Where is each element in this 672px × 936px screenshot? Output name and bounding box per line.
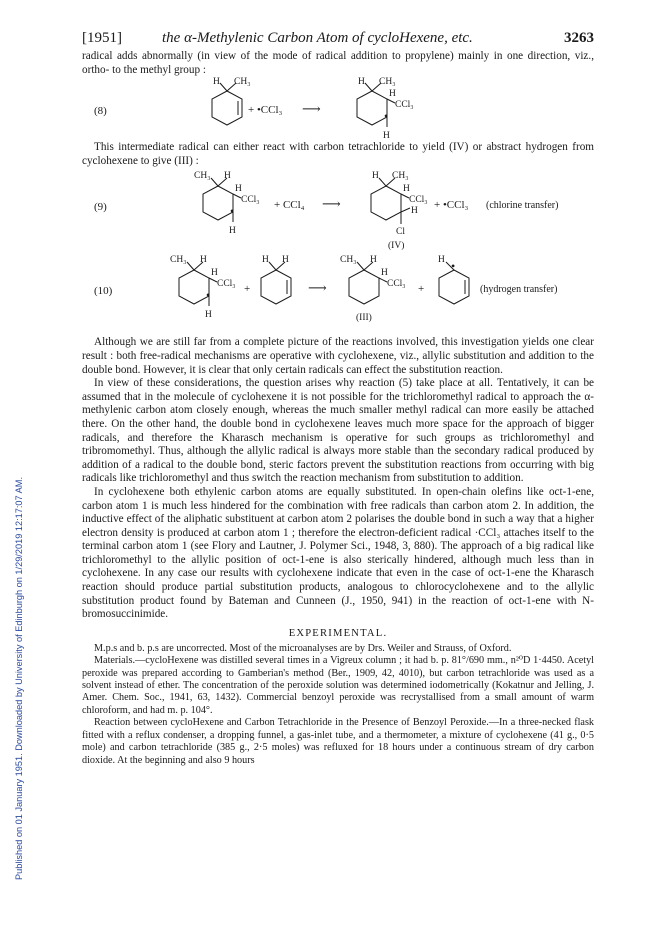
eq10-ccl3-2: CCl₃ — [387, 279, 406, 290]
eq9-plus1: + CCl₄ — [274, 199, 305, 212]
reaction-10 — [82, 252, 594, 336]
journal-page — [82, 30, 594, 767]
eq9-arrow: ⟶ — [322, 196, 341, 212]
eq10-ch3-2: CH₃ — [340, 255, 357, 266]
eq10-label: (III) — [356, 313, 372, 324]
eq10-plus1: + — [244, 283, 251, 296]
eq10-note: (hydrogen transfer) — [480, 284, 558, 296]
eq10-h8: H — [438, 255, 445, 266]
experimental-section — [82, 643, 594, 767]
eq9-dot: • — [230, 204, 235, 219]
eq8-ch3-2: CH₃ — [379, 77, 396, 88]
paragraph-cyclohexene: In cyclohexene both ethylenic carbon atoms are equally substituted. In open-chain olefins like oct-1-ene, carbon atom 1 is much less hindered for the combination with free radicals than carbon atom 2. In addition, the inductive effect of the aliphatic substituent at carbon atom 2 polarises the double bond in such a way that a higher electron density is produced at carbon atom 1 ; therefore the electron-deficient radical ·CCl₃ attaches itself to the terminal carbon atom 1 (see Flory and Lautner, J. Polymer Sci., 1948, 3, 880). The approach of a big radical like trichloromethyl to the allylic position of oct-1-ene is also sterically hindered, although much less than in cyclohexene. In any case our results with cyclohexene indicate that even in the case of oct-1-ene the Kharasch reaction should produce partial substitution products, analogous to chlorocyclohexene and to the allylic substitution product found by Bateman and Cunneen (J., 1950, 941) in the reaction of oct-1-ene with N-bromosuccinimide. — [82, 485, 594, 621]
eq8-ch3-1: CH₃ — [234, 77, 251, 88]
experimental-paragraph-reaction: Reaction between cycloHexene and Carbon Tetrachloride in the Presence of Benzoyl Peroxide.—In a three-necked flask fitted with a reflux condenser, a dropping funnel, a gas-inlet tube, and a thermometer, a mixture of cyclohexene (41 g., 0·5 mole) and carbon tetrachloride (385 g., 2·5 moles) was refluxed for 18 hours under a continuous stream of dry carbon dioxide. At the beginning and also 9 hours — [82, 717, 594, 766]
running-header — [82, 30, 594, 50]
eq10-dot2: • — [451, 259, 456, 274]
eq10-ccl3-1: CCl₃ — [217, 279, 236, 290]
reaction-8-scheme — [82, 77, 594, 141]
page-number: 3263 — [564, 30, 594, 46]
download-watermark — [2, 120, 24, 880]
eq8-radical-dot: • — [384, 109, 389, 124]
eq10-h4: H — [262, 255, 269, 266]
header-year: [1951] — [82, 30, 122, 46]
experimental-paragraph-1: M.p.s and b. p.s are uncorrected. Most of the microanalyses are by Drs. Weiler and Strauss, of Oxford. — [94, 642, 512, 654]
paragraph-after-eq8: This intermediate radical can either react with carbon tetrachloride to yield (IV) or abstract hydrogen from cyclohexene to give (III) : — [82, 141, 594, 167]
cyclohexene-ring-10 — [261, 262, 291, 304]
eq8-ccl3: CCl₃ — [395, 100, 414, 111]
eq10-number: (10) — [94, 285, 113, 298]
eq10-h7: H — [381, 268, 388, 279]
header-title: the α-Methylenic Carbon Atom of cycloHexene, etc. — [162, 30, 473, 46]
eq8-h1: H — [213, 77, 220, 88]
eq9-h2: H — [235, 184, 242, 195]
eq9-label: (IV) — [388, 241, 405, 252]
paragraph-in-view: In view of these considerations, the question arises why reaction (5) take place at all. Tentatively, it can be assumed that in the molecule of cyclohexene it is not possible for the trichloromethyl radical to approach the α-methylenic carbon atom closely enough, whereas the much smaller methyl radical can more easily be attached there. On the other hand, the double bond in cyclohexene leaves much more space for the approach of bigger radicals, and therefore the Kharasch mechanism is operative for such groups as trichloromethyl and tribromomethyl. Thus, although the allylic radical is always more stable than the secondary radical produced by addition of a radical to the double bond, steric factors prevent the substitution reactions from occurring with big radicals like trichloromethyl and thus switch the reaction mechanism from substitution to addition. — [82, 377, 594, 485]
eq8-h3: H — [389, 89, 396, 100]
eq9-ch3-1: CH₃ — [194, 171, 211, 182]
eq10-h2: H — [211, 268, 218, 279]
eq10-dot1: • — [206, 288, 211, 303]
eq10-h1: H — [200, 255, 207, 266]
eq8-number: (8) — [94, 105, 107, 118]
eq8-arrow: ⟶ — [302, 101, 321, 117]
eq9-number: (9) — [94, 201, 107, 214]
eq9-h3: H — [229, 226, 236, 237]
eq9-h1: H — [224, 171, 231, 182]
eq10-plus2: + — [418, 283, 425, 296]
eq10-h5: H — [282, 255, 289, 266]
download-watermark-text: Published on 01 January 1951. Downloaded by University of Edinburgh on 1/29/2019 12:17:07 AM. — [14, 477, 24, 880]
eq9-ccl3-2: CCl₃ — [409, 195, 428, 206]
reaction-8 — [82, 77, 594, 141]
reaction-10-scheme — [82, 252, 594, 336]
eq8-h4: H — [383, 131, 390, 142]
methylcyclohexene-ring — [212, 83, 242, 125]
reaction-9 — [82, 168, 594, 252]
eq9-cl: Cl — [396, 227, 405, 238]
eq8-plus: + •CCl₃ — [248, 104, 283, 117]
eq8-h2: H — [358, 77, 365, 88]
eq10-ch3-1: CH₃ — [170, 255, 187, 266]
reaction-9-scheme — [82, 168, 594, 252]
eq9-ccl3-1: CCl₃ — [241, 195, 260, 206]
paragraph-although: Although we are still far from a complete picture of the reactions involved, this investigation yields one clear result : both free-radical mechanisms are operative with cyclohexene, viz., allylic substitution and addition to the double bond. However, it is clear that only certain radicals can effect the substitution reaction. — [82, 336, 594, 376]
eq9-note: (chlorine transfer) — [486, 200, 559, 212]
eq10-h3: H — [205, 310, 212, 321]
experimental-paragraph-materials: Materials.—cycloHexene was distilled several times in a Vigreux column ; it had b. p. 81°/690 mm., n²⁰D 1·4450. Acetyl peroxide was prepared according to Gamberian's method (Ber., 1909, 42, 4010), but carbon tetrachloride was used as a solvent instead of ether. The concentration of the peroxide solution was determined iodometrically (Kokatnur and Jelling, J. Amer. Chem. Soc., 1941, 63, 1432). Commercial benzoyl peroxide was recrystallised from a small amount of warm chloroform, and had m. p. 104°. — [82, 655, 594, 716]
eq9-plus2: + •CCl₃ — [434, 199, 469, 212]
eq9-ch3-2: CH₃ — [392, 171, 409, 182]
experimental-heading: EXPERIMENTAL. — [288, 627, 388, 639]
eq9-h4: H — [372, 171, 379, 182]
eq9-h5: H — [403, 184, 410, 195]
eq10-h6: H — [370, 255, 377, 266]
paragraph-intro: radical adds abnormally (in view of the mode of radical addition to propylene) mainly in one direction, viz., ortho- to the methyl group : — [82, 50, 594, 76]
eq10-arrow: ⟶ — [308, 280, 327, 296]
eq9-h6: H — [411, 206, 418, 217]
